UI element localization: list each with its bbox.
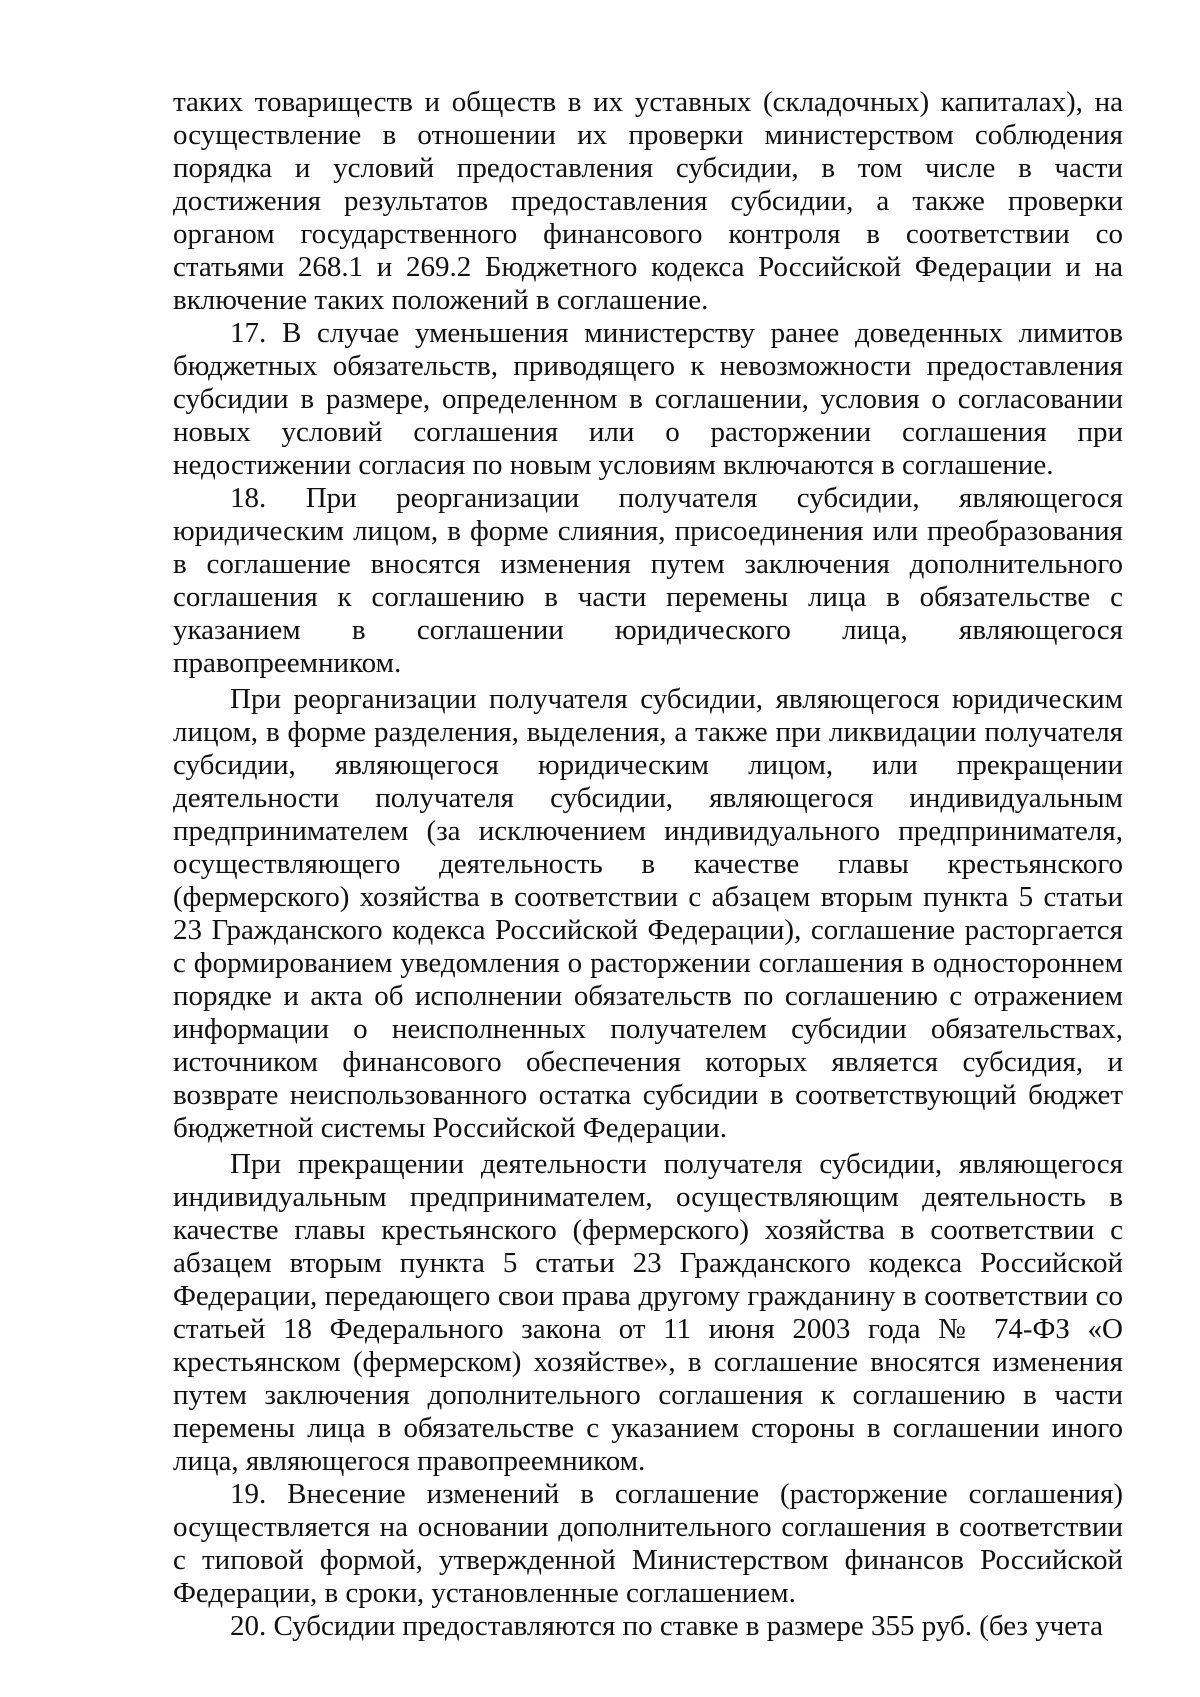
paragraph-item-19: 19. Внесение изменений в соглашение (расторжение соглашения) осуществляется на основании дополнительного соглашения в соответствии с типовой формой, утвержденной Министерством финансов Российской Федерации, в сроки, установленные соглашением. — [173, 1478, 1123, 1609]
paragraph-item-17: 17. В случае уменьшения министерству ранее доведенных лимитов бюджетных обязательств, приводящего к невозможности предоставления субсидии в размере, определенном в соглашении, условия о согласовании новых условий соглашения или о расторжении соглашения при недостижении согласия по новым условиям включаются в соглашение. — [173, 317, 1123, 481]
document-page — [173, 86, 1123, 1643]
paragraph-termination: При прекращении деятельности получателя субсидии, являющегося индивидуальным предпринимателем, осуществляющим деятельность в качестве главы крестьянского (фермерского) хозяйства в соответствии с абзацем вторым пункта 5 статьи 23 Гражданского кодекса Российской Федерации, передающего свои права другому гражданину в соответствии со статьей 18 Федерального закона от 11 июня 2003 года № 74-ФЗ «О крестьянском (фермерском) хозяйстве», в соглашение вносятся изменения путем заключения дополнительного соглашения к соглашению в части перемены лица в обязательстве с указанием стороны в соглашении иного лица, являющегося правопреемником. — [173, 1148, 1123, 1477]
paragraph-item-20: 20. Субсидии предоставляются по ставке в размере 355 руб. (без учета — [230, 1610, 1104, 1642]
paragraph-item-18: 18. При реорганизации получателя субсидии, являющегося юридическим лицом, в форме слияния, присоединения или преобразования в соглашение вносятся изменения путем заключения дополнительного соглашения к соглашению в части перемены лица в обязательстве с указанием в соглашении юридического лица, являющегося правопреемником. — [173, 482, 1123, 679]
paragraph-continuation: таких товариществ и обществ в их уставных (складочных) капиталах), на осуществление в отношении их проверки министерством соблюдения порядка и условий предоставления субсидии, в том числе в части достижения результатов предоставления субсидии, а также проверки органом государственного финансового контроля в соответствии со статьями 268.1 и 269.2 Бюджетного кодекса Российской Федерации и на включение таких положений в соглашение. — [173, 86, 1123, 316]
paragraph-reorganization: При реорганизации получателя субсидии, являющегося юридическим лицом, в форме разделения, выделения, а также при ликвидации получателя субсидии, являющегося юридическим лицом, или прекращении деятельности получателя субсидии, являющегося индивидуальным предпринимателем (за исключением индивидуального предпринимателя, осуществляющего деятельность в качестве главы крестьянского (фермерского) хозяйства в соответствии с абзацем вторым пункта 5 статьи 23 Гражданского кодекса Российской Федерации), соглашение расторгается с формированием уведомления о расторжении соглашения в одностороннем порядке и акта об исполнении обязательств по соглашению с отражением информации о неисполненных получателем субсидии обязательствах, источником финансового обеспечения которых является субсидия, и возврате неиспользованного остатка субсидии в соответствующий бюджет бюджетной системы Российской Федерации. — [173, 683, 1123, 1144]
